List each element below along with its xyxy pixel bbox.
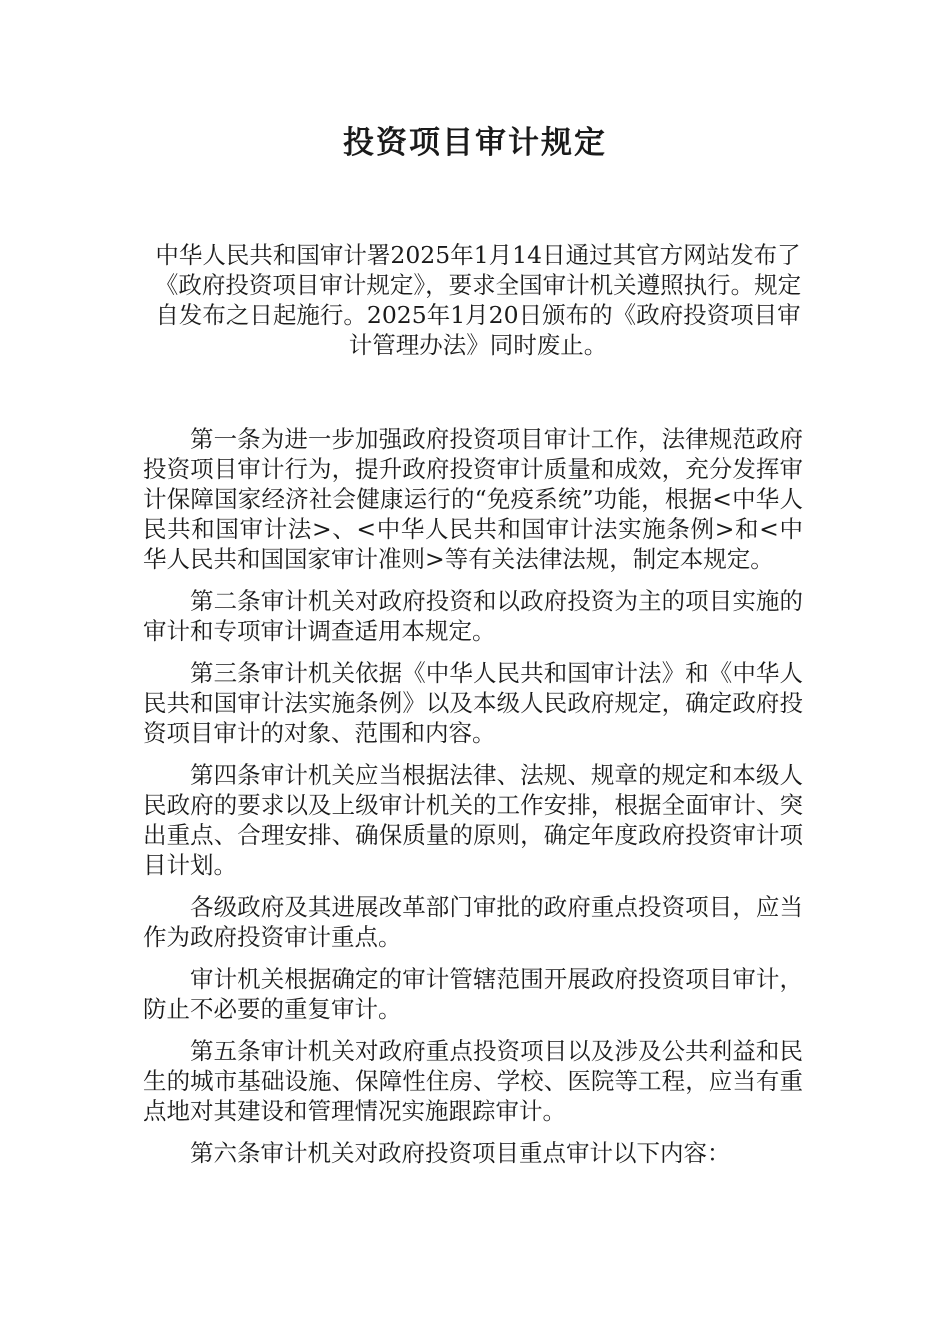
article-4-paragraph-3: 审计机关根据确定的审计管辖范围开展政府投资项目审计，防止不必要的重复审计。: [143, 965, 803, 1023]
intro-paragraph: 中华人民共和国审计署2025年1月14日通过其官方网站发布了《政府投资项目审计规定》，要求全国审计机关遵照执行。规定自发布之日起施行。2025年1月20日颁布的《政府投资项目审计管理办法》同时废止。: [154, 241, 802, 359]
article-3: 第三条审计机关依据《中华人民共和国审计法》和《中华人民共和国审计法实施条例》以及本级人民政府规定，确定政府投资项目审计的对象、范围和内容。: [143, 659, 803, 747]
article-2: 第二条审计机关对政府投资和以政府投资为主的项目实施的审计和专项审计调查适用本规定。: [143, 587, 803, 645]
article-4-paragraph-2: 各级政府及其进展改革部门审批的政府重点投资项目，应当作为政府投资审计重点。: [143, 893, 803, 951]
article-6: 第六条审计机关对政府投资项目重点审计以下内容：: [190, 1139, 731, 1167]
article-5: 第五条审计机关对政府重点投资项目以及涉及公共利益和民生的城市基础设施、保障性住房、学校、医院等工程，应当有重点地对其建设和管理情况实施跟踪审计。: [143, 1037, 803, 1125]
document-title: 投资项目审计规定: [343, 125, 607, 161]
article-1: 第一条为进一步加强政府投资项目审计工作，法律规范政府投资项目审计行为，提升政府投资审计质量和成效，充分发挥审计保障国家经济社会健康运行的“免疫系统”功能，根据<中华人民共和国审计法>、<中华人民共和国审计法实施条例>和<中华人民共和国国家审计准则>等有关法律法规，制定本规定。: [143, 425, 803, 573]
article-list: [143, 424, 803, 1180]
article-4: 第四条审计机关应当根据法律、法规、规章的规定和本级人民政府的要求以及上级审计机关的工作安排，根据全面审计、突出重点、合理安排、确保质量的原则，确定年度政府投资审计项目计划。: [143, 761, 803, 879]
